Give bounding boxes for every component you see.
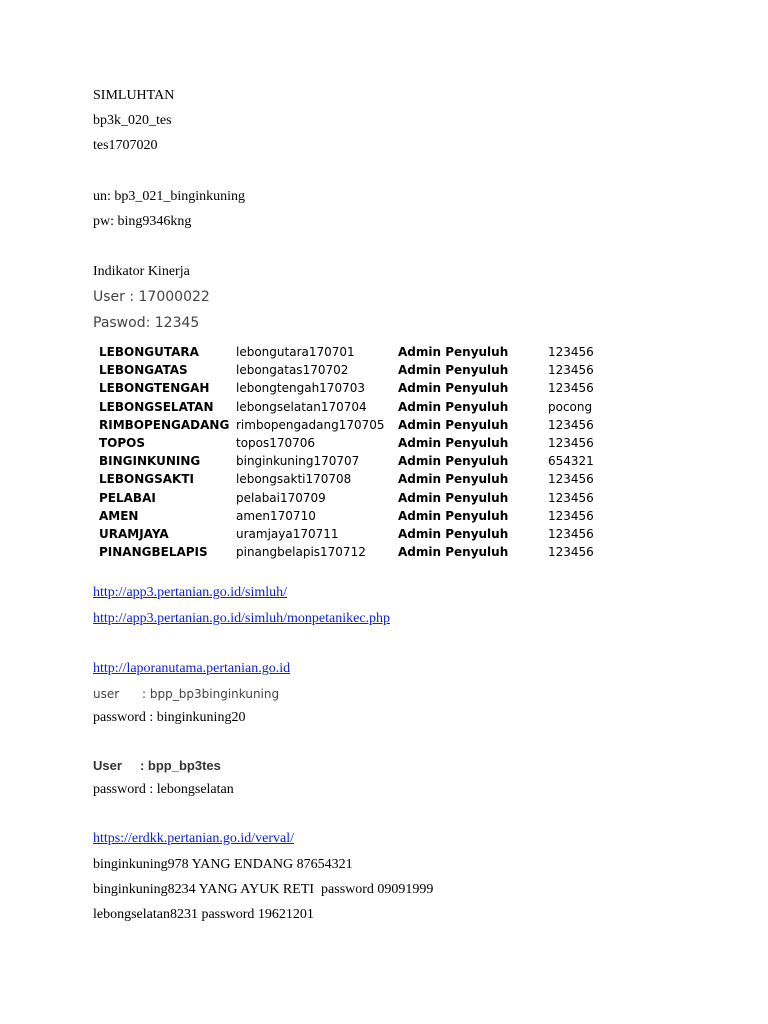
laporan-user: user : bpp_bp3binginkuning [93,687,280,701]
monpetani-link-text[interactable]: http://app3.pertanian.go.id/simluh/monpetanikec.php [93,611,391,626]
indikator-password: Paswod: 12345 [93,315,200,331]
simluhtan-user: bp3k_020_tes [93,113,172,128]
password-cell: 123456 [548,417,594,432]
kecamatan-cell: PINANGBELAPIS [99,545,208,560]
password-cell: 123456 [548,472,594,487]
password-cell: pocong [548,399,593,414]
simluh-link[interactable] [93,584,287,602]
table-row [93,470,608,488]
role-cell: Admin Penyuluh [398,508,509,523]
kecamatan-cell: TOPOS [99,436,146,451]
doc-title: SIMLUHTAN [93,88,175,103]
username-cell: amen170710 [236,508,316,523]
kecamatan-cell: PELABAI [99,490,156,505]
bpp-tes-user: User : bpp_bp3tes [93,758,221,773]
username-cell: rimbopengadang170705 [236,417,385,432]
role-cell: Admin Penyuluh [398,399,509,414]
kecamatan-cell: LEBONGSELATAN [99,399,214,414]
kecamatan-cell: LEBONGSAKTI [99,472,194,487]
table-row [93,507,608,525]
table-row [93,489,608,507]
erdkk-account-2: binginkuning8234 YANG AYUK RETI password 09091999 [93,882,434,897]
role-cell: Admin Penyuluh [398,381,509,396]
table-row [93,434,608,452]
username-cell: lebongatas170702 [236,363,349,378]
username-cell: pinangbelapis170712 [236,545,366,560]
accounts-table-body [93,343,608,561]
role-cell: Admin Penyuluh [398,417,509,432]
password-cell: 123456 [548,363,594,378]
username-cell: lebongsakti170708 [236,472,352,487]
role-cell: Admin Penyuluh [398,436,509,451]
username-cell: topos170706 [236,436,316,451]
indikator-title: Indikator Kinerja [93,264,190,279]
kecamatan-cell: LEBONGUTARA [99,345,199,360]
password-cell: 123456 [548,381,594,396]
table-row [93,379,608,397]
role-cell: Admin Penyuluh [398,454,509,469]
password-cell: 123456 [548,545,594,560]
username-cell: binginkuning170707 [236,454,360,469]
role-cell: Admin Penyuluh [398,345,509,360]
table-row [93,452,608,470]
kecamatan-cell: BINGINKUNING [99,454,201,469]
role-cell: Admin Penyuluh [398,363,509,378]
table-row [93,343,608,361]
simluhtan-password: tes1707020 [93,138,158,153]
password-cell: 123456 [548,436,594,451]
laporan-link[interactable] [93,660,290,678]
kecamatan-cell: RIMBOPENGADANG [99,417,230,432]
username-cell: lebongtengah170703 [236,381,365,396]
role-cell: Admin Penyuluh [398,545,509,560]
erdkk-account-3: lebongselatan8231 password 19621201 [93,907,314,922]
username-cell: pelabai170709 [236,490,326,505]
password-cell: 123456 [548,345,594,360]
kecamatan-cell: LEBONGATAS [99,363,188,378]
laporan-link-text[interactable]: http://laporanutama.pertanian.go.id [93,661,291,676]
username-cell: uramjaya170711 [236,526,339,541]
table-row [93,416,608,434]
simluh-link-text[interactable]: http://app3.pertanian.go.id/simluh/ [93,585,288,600]
kecamatan-cell: AMEN [99,508,139,523]
role-cell: Admin Penyuluh [398,490,509,505]
laporan-password: password : binginkuning20 [93,710,246,725]
table-row [93,398,608,416]
username-cell: lebongutara170701 [236,345,355,360]
password-cell: 123456 [548,508,594,523]
indikator-user: User : 17000022 [93,289,210,305]
username-line: un: bp3_021_binginkuning [93,189,246,204]
username-cell: lebongselatan170704 [236,399,367,414]
password-cell: 123456 [548,490,594,505]
role-cell: Admin Penyuluh [398,472,509,487]
accounts-table [93,343,608,561]
password-cell: 654321 [548,454,594,469]
role-cell: Admin Penyuluh [398,526,509,541]
bpp-tes-password: password : lebongselatan [93,782,234,797]
password-cell: 123456 [548,526,594,541]
table-row [93,543,608,561]
password-line: pw: bing9346kng [93,214,192,229]
erdkk-account-1: binginkuning978 YANG ENDANG 87654321 [93,857,353,872]
monpetani-link[interactable] [93,610,390,628]
table-row [93,525,608,543]
erdkk-link[interactable] [93,830,294,848]
table-row [93,361,608,379]
kecamatan-cell: LEBONGTENGAH [99,381,210,396]
kecamatan-cell: URAMJAYA [99,526,169,541]
erdkk-link-text[interactable]: https://erdkk.pertanian.go.id/verval/ [93,831,295,846]
